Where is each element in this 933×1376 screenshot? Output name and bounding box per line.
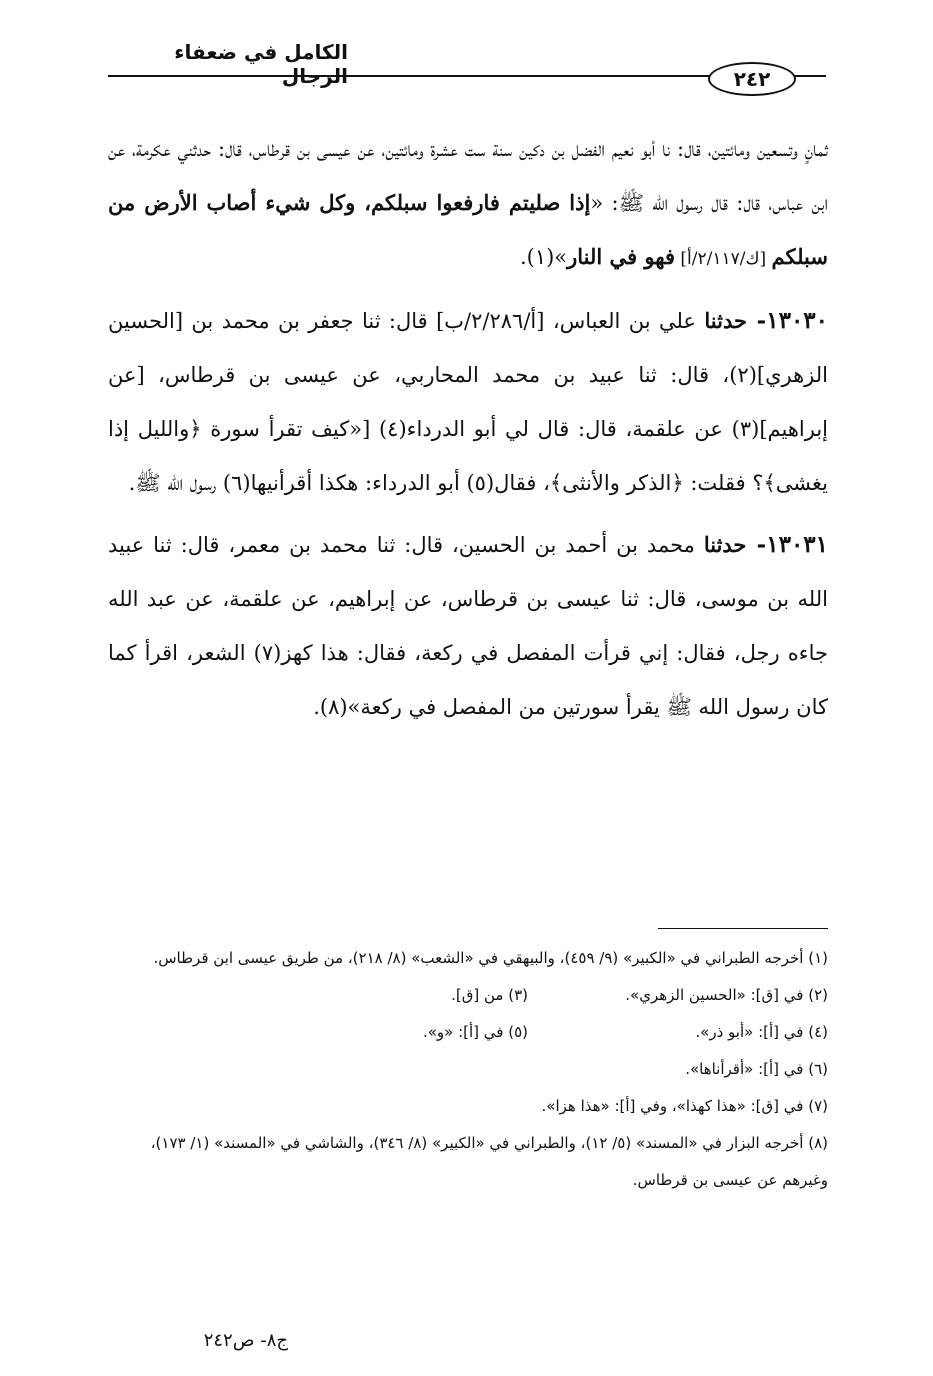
paragraph-1 xyxy=(108,122,828,286)
hadith-number: ١٣٠٣٠- xyxy=(746,307,829,334)
footnote-7: (٧) في [ق]: «هذا كهذا»، وفي [أ]: «هذا هزا». xyxy=(541,1097,828,1115)
footnote-divider xyxy=(658,928,828,929)
p1-line3: قال رسول الله ﷺ: « xyxy=(590,191,728,215)
footnote-5: (٥) في [أ]: «و». xyxy=(422,1023,528,1041)
footnote-3: (٣) من [ق]. xyxy=(451,986,528,1004)
page-number-badge: ٢٤٢ xyxy=(708,62,796,96)
footnote-1: (١) أخرجه الطبراني في «الكبير» (٩/ ٤٥٩)، والبيهقي في «الشعب» (٨/ ٢١٨)، من طريق عيسى ابن قرطاس. xyxy=(153,949,828,967)
p1-hadith: إذا صليتم فارفعوا سبلكم، وكل شيء أصاب الأرض من سبلكم xyxy=(108,190,828,269)
paragraph-3 xyxy=(108,518,828,734)
footnote-6: (٦) في [أ]: «أقرأناها». xyxy=(685,1060,828,1078)
p1-ref: [ك/٢/١١٧/أ] xyxy=(674,249,772,269)
p1-note: »(١). xyxy=(519,245,568,269)
main-text xyxy=(108,122,828,742)
p1-line1: ثمانٍ وتسعين ومائتين، قال: نا أبو نعيم الفضل بن دكين سنة ست عشرة xyxy=(430,137,828,161)
paragraph-2 xyxy=(108,294,828,510)
footnote-row xyxy=(108,977,828,1014)
footnote-row xyxy=(108,1014,828,1051)
footnotes xyxy=(108,940,828,1199)
hadith-lead: حدثنا xyxy=(703,532,747,557)
footnote-8: (٨) أخرجه البزار في «المسند» (٥/ ١٢)، والطبراني في «الكبير» (٨/ ٣٤٦)، والشاشي في «المسند» (١/ ١٧٣)، وغيرهم عن عيسى بن قرطاس. xyxy=(150,1134,828,1189)
footnote-4: (٤) في [أ]: «أبو ذر». xyxy=(695,1023,828,1041)
book-title: الكامل في ضعفاء الرجال xyxy=(174,40,348,88)
p1-line2: ومائتين، عن عيسى بن قرطاس، قال: حدثني عكرمة، عن ابن عباس، قال: xyxy=(108,137,828,215)
p3-text: محمد بن أحمد بن الحسين، قال: ثنا محمد بن معمر، قال: ثنا عبيد الله بن موسى، قال: ثنا عيسى بن قرطاس، عن إبراهيم، عن علقمة، عن عبد الله جاءه رجل، فقال: إني قرأت المفصل في ركعة، فقال: هذا كهز(٧) الشعر، اقرأ كما كان رسول الله ﷺ يقرأ سورتين من المفصل في ركعة»(٨). xyxy=(108,533,828,719)
p1-hadith-end: فهو في النار xyxy=(567,244,675,269)
hadith-number: ١٣٠٣١- xyxy=(746,531,829,558)
hadith-lead: حدثنا xyxy=(704,308,747,333)
page-footer: ج٨- ص٢٤٢ xyxy=(203,1330,288,1351)
p2-text: علي بن العباس، [أ/٢/٢٨٦/ب] قال: ثنا جعفر بن محمد بن [الحسين الزهري](٢)، قال: ثنا عبيد بن محمد المحاربي، عن عيسى بن قرطاس، [عن إبراهيم](٣) عن علقمة، قال: قال لي أبو الدرداء(٤) [«كيف تقرأ سورة ﴿والليل إذا يغشى﴾؟ فقلت: ﴿الذكر والأنثى﴾، فقال(٥) أبو الدرداء: هكذا أقرأنيها(٦) رسول الله ﷺ. xyxy=(108,309,828,495)
footnote-2: (٢) في [ق]: «الحسين الزهري». xyxy=(625,986,828,1004)
